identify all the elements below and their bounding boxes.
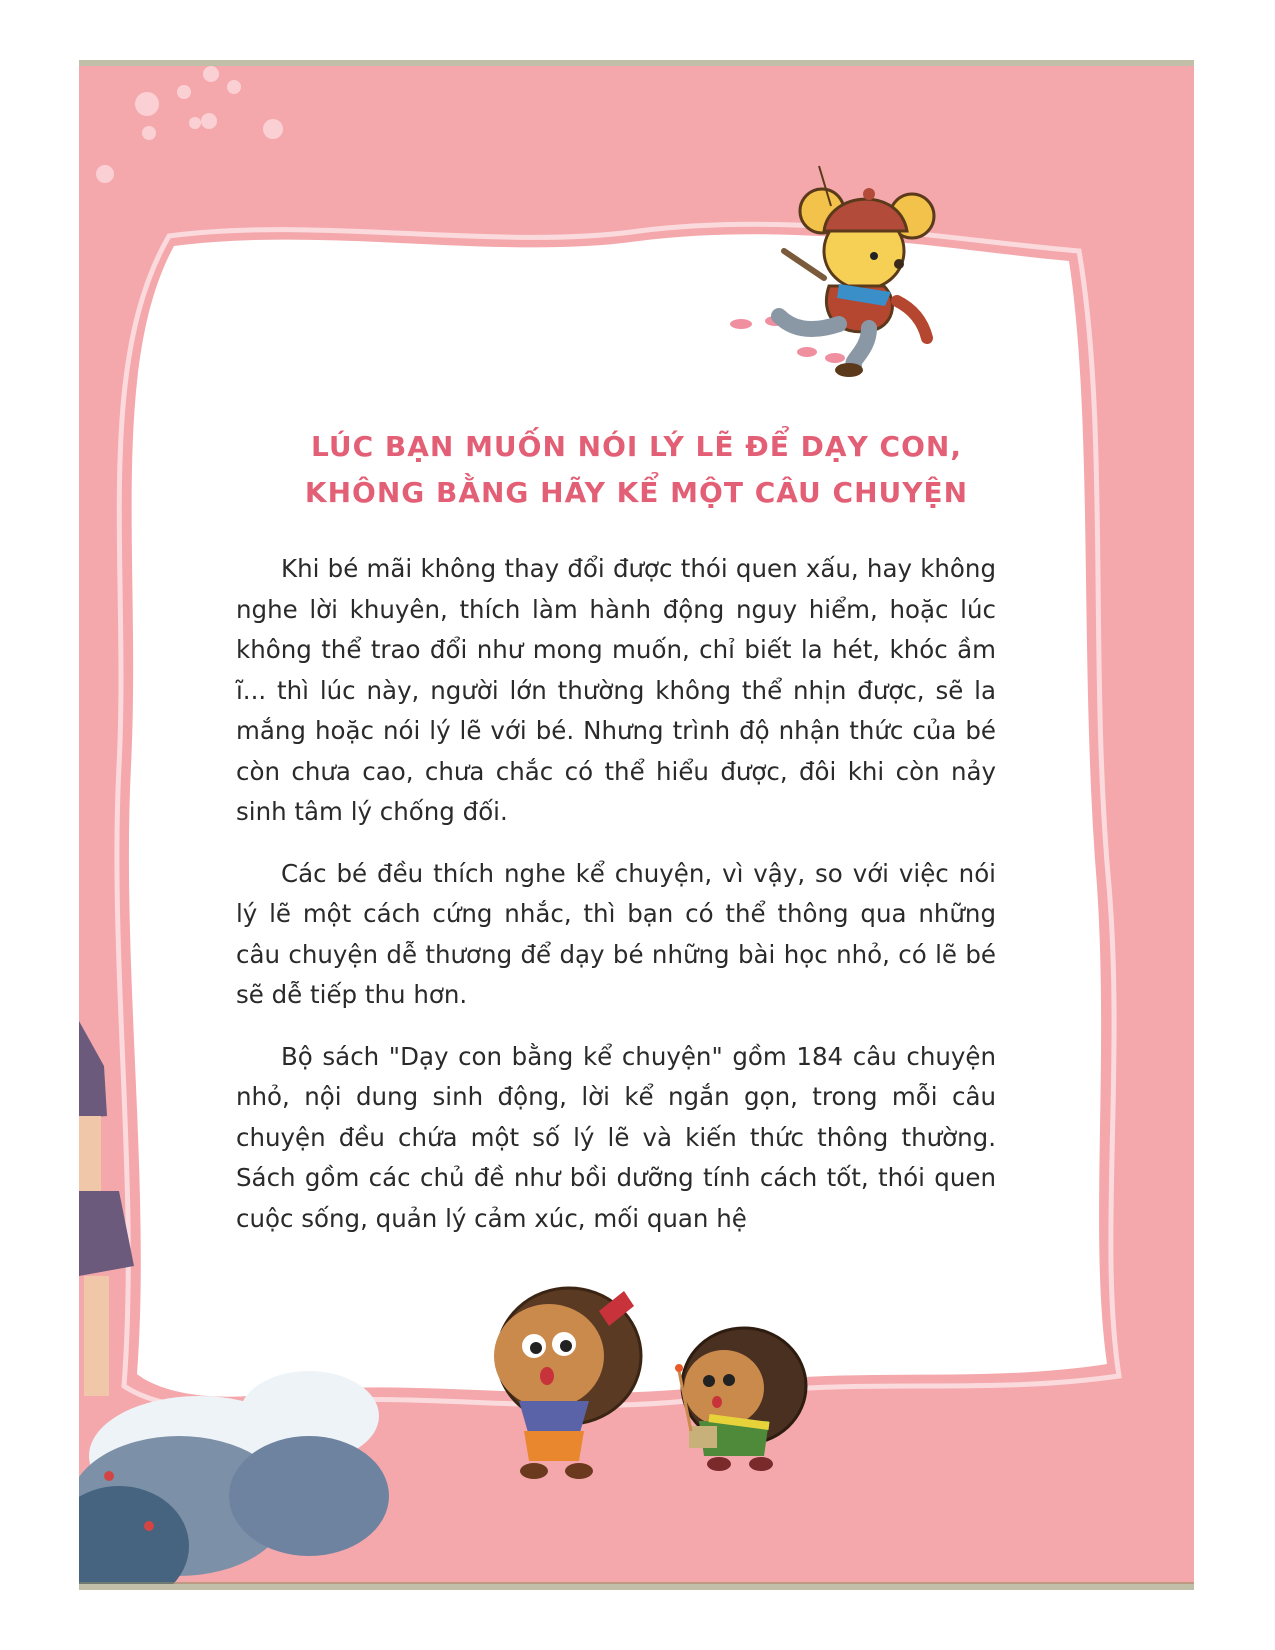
body-text	[236, 549, 996, 1260]
heading-line-2: KHÔNG BẰNG HÃY KỂ MỘT CÂU CHUYỆN	[304, 476, 969, 509]
page-heading	[229, 424, 1044, 516]
book-page	[79, 66, 1194, 1584]
paragraph-3: Bộ sách "Dạy con bằng kể chuyện" gồm 184 câu chuyện nhỏ, nội dung sinh động, lời kể ngắn gọn, trong mỗi câu chuyện đều chứa một số lý lẽ và kiến thức thông thường. Sách gồm các chủ đề như bồi dưỡng tính cách tốt, thói quen cuộc sống, quản lý cảm xúc, mối quan hệ	[236, 1041, 996, 1233]
paragraph-1: Khi bé mãi không thay đổi được thói quen xấu, hay không nghe lời khuyên, thích làm hành động nguy hiểm, hoặc lúc không thể trao đổi như mong muốn, chỉ biết la hét, khóc ầm ĩ... thì lúc này, người lớn thường không thể nhịn được, sẽ la mắng hoặc nói lý lẽ với bé. Nhưng trình độ nhận thức của bé còn chưa cao, chưa chắc có thể hiểu được, đôi khi còn nảy sinh tâm lý chống đối.	[236, 554, 996, 826]
page-content	[79, 66, 1194, 1584]
heading-line-1: LÚC BẠN MUỐN NÓI LÝ LẼ ĐỂ DẠY CON,	[311, 430, 962, 463]
page-edge-bottom	[79, 1582, 1194, 1590]
paragraph-2: Các bé đều thích nghe kể chuyện, vì vậy, so với việc nói lý lẽ một cách cứng nhắc, thì bạn có thể thông qua những câu chuyện dễ thương để dạy bé những bài học nhỏ, có lẽ bé sẽ dễ tiếp thu hơn.	[236, 858, 996, 1009]
